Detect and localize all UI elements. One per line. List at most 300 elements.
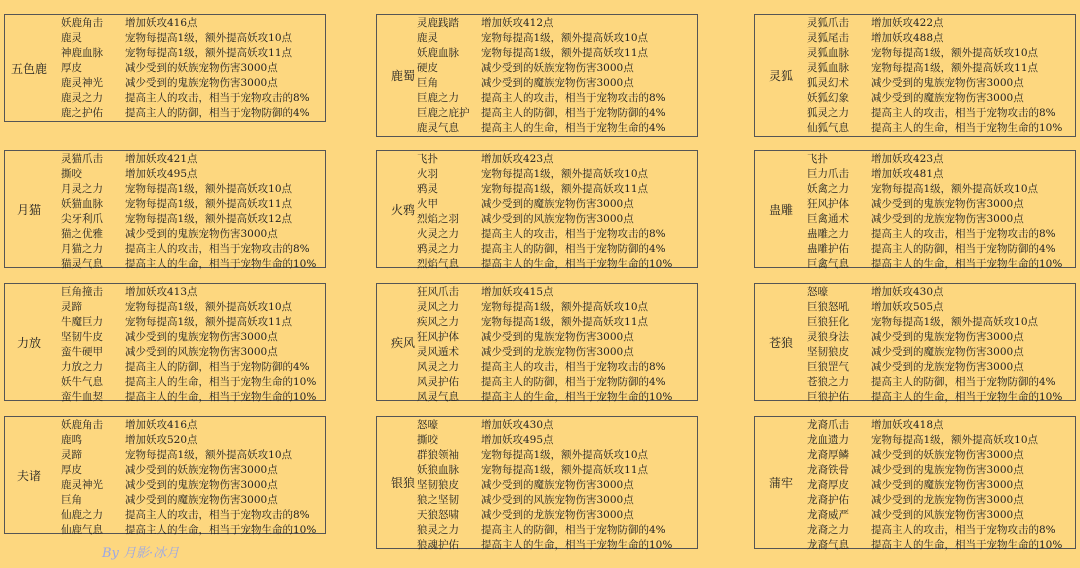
skill-row [61,197,316,212]
skill-row [417,478,672,493]
skill-row [807,300,1062,315]
skill-row [417,508,672,523]
skill-name: 狐灵之力 [807,107,849,119]
skill-row [807,76,1062,91]
skill-row [61,16,310,31]
skill-row [807,182,1062,197]
skill-name: 巨禽通术 [807,213,849,225]
skill-effect: 增加妖攻415点 [481,286,554,298]
skill-effect: 宠物每提高1级，额外提高妖攻10点 [125,449,293,461]
skill-name: 妖鹿角击 [61,17,103,29]
skill-name: 灵蹄 [61,301,82,313]
skill-effect: 提高主人的攻击，相当于宠物攻击的8% [125,92,310,104]
skill-row [417,121,666,136]
skill-effect: 增加妖攻418点 [871,419,944,431]
skill-name: 灵狐血脉 [807,62,849,74]
pet-name: 力放 [16,335,41,350]
skill-row [807,242,1062,257]
skill-name: 龙裔厚鳞 [807,449,849,461]
skill-row [417,330,672,345]
skill-row [417,61,666,76]
pet-name: 蒲牢 [768,476,793,490]
skill-row [807,463,1062,478]
skill-effect: 宠物每提高1级，额外提高妖攻11点 [481,47,649,59]
skill-list [807,16,1062,136]
skill-row [61,212,316,227]
skill-row [417,345,672,360]
pet-name: 苍狼 [768,335,793,350]
skill-row [417,538,672,553]
skill-effect: 减少受到的鬼族宠物伤害3000点 [871,331,1024,343]
skill-row [807,523,1062,538]
skill-effect: 增加妖攻423点 [871,153,944,165]
skill-row [61,493,316,508]
skill-effect: 提高主人的防御，相当于宠物防御的4% [481,243,666,255]
skill-name: 龙裔气息 [807,539,849,551]
skill-effect: 减少受到的风族宠物伤害3000点 [481,494,634,506]
skill-effect: 提高主人的攻击，相当于宠物攻击的8% [481,361,666,373]
skill-effect: 减少受到的龙族宠物伤害3000点 [871,494,1024,506]
skill-name: 飞扑 [807,153,828,165]
skill-name: 巨角撞击 [61,286,103,298]
skill-row [61,508,316,523]
skill-effect: 减少受到的魔族宠物伤害3000点 [871,346,1024,358]
skill-effect: 宠物每提高1级，额外提高妖攻10点 [481,32,649,44]
skill-name: 龙血遗力 [807,434,849,446]
skill-row [417,300,672,315]
skill-effect: 提高主人的生命，相当于宠物生命的10% [481,539,673,551]
skill-effect: 宠物每提高1级，额外提高妖攻11点 [481,183,649,195]
skill-name: 群狼领袖 [417,449,459,461]
skill-name: 月灵之力 [61,183,103,195]
skill-row [417,493,672,508]
skill-name: 巨角 [417,77,438,89]
skill-row [807,375,1062,390]
skill-name: 仙鹿之力 [61,509,103,521]
skill-name: 鸦灵 [417,183,438,195]
skill-name: 猫之优雅 [61,228,103,240]
skill-effect: 增加妖攻416点 [125,419,198,431]
skill-row [61,315,316,330]
skill-name: 风灵护佑 [417,376,459,388]
skill-row [417,227,672,242]
skill-row [417,523,672,538]
skill-name: 灵狼身法 [807,331,849,343]
skill-row [61,448,316,463]
skill-name: 狂风爪击 [417,286,459,298]
skill-effect: 减少受到的魔族宠物伤害3000点 [871,92,1024,104]
pet-box-wuselu [4,14,326,122]
skill-row [61,418,316,433]
skill-row [61,330,316,345]
pet-box-canglang [754,283,1076,401]
skill-effect: 提高主人的攻击，相当于宠物攻击的8% [871,107,1056,119]
skill-row [417,390,672,405]
skill-effect: 提高主人的攻击，相当于宠物攻击的8% [125,243,310,255]
skill-name: 力放之力 [61,361,103,373]
skill-name: 蛊雕护佑 [807,243,849,255]
skill-row [807,91,1062,106]
pet-name: 蛊雕 [768,202,793,217]
skill-row [417,106,666,121]
skill-name: 狂风护体 [417,331,459,343]
skill-name: 龙裔爪击 [807,419,849,431]
skill-list [807,285,1062,405]
skill-name: 龙裔护佑 [807,494,849,506]
skill-name: 妖鹿血脉 [417,47,459,59]
skill-row [807,433,1062,448]
skill-name: 鹿鸣 [61,434,82,446]
skill-effect: 提高主人的生命，相当于宠物生命的10% [871,539,1063,551]
pet-box-lifang [4,283,326,401]
skill-row [61,285,316,300]
skill-effect: 增加妖攻412点 [481,17,554,29]
skill-row [807,212,1062,227]
skill-effect: 宠物每提高1级，额外提高妖攻10点 [481,168,649,180]
skill-name: 猫灵气息 [61,258,103,270]
skill-effect: 减少受到的鬼族宠物伤害3000点 [871,77,1024,89]
skill-row [807,448,1062,463]
skill-row [417,212,672,227]
skill-row [417,182,672,197]
skill-name: 鸦灵之力 [417,243,459,255]
skill-effect: 减少受到的魔族宠物伤害3000点 [481,77,634,89]
skill-effect: 减少受到的魔族宠物伤害3000点 [481,479,634,491]
skill-list [807,152,1062,272]
skill-row [807,538,1062,553]
skill-row [61,242,316,257]
skill-row [807,31,1062,46]
skill-name: 灵猫爪击 [61,153,103,165]
skill-effect: 宠物每提高1级，额外提高妖攻10点 [871,47,1039,59]
skill-name: 牛魔巨力 [61,316,103,328]
skill-name: 妖猫血脉 [61,198,103,210]
skill-row [807,285,1062,300]
skill-effect: 宠物每提高1级，额外提高妖攻11点 [871,62,1039,74]
skill-effect: 减少受到的风族宠物伤害3000点 [871,509,1024,521]
pet-box-linghu [754,14,1076,137]
skill-effect: 宠物每提高1级，额外提高妖攻10点 [125,301,293,313]
skill-row [61,433,316,448]
skill-name: 妖狐幻象 [807,92,849,104]
skill-effect: 提高主人的防御，相当于宠物防御的4% [871,376,1056,388]
skill-row [417,197,672,212]
skill-effect: 宠物每提高1级，额外提高妖攻10点 [871,316,1039,328]
skill-name: 蛮牛血契 [61,391,103,403]
skill-name: 巨鹿之力 [417,92,459,104]
pet-box-yuemao [4,150,326,268]
skill-effect: 宠物每提高1级，额外提高妖攻11点 [481,316,649,328]
pet-box-yinlang [376,416,698,549]
skill-effect: 增加妖攻488点 [871,32,944,44]
skill-effect: 减少受到的鬼族宠物伤害3000点 [871,198,1024,210]
skill-row [807,167,1062,182]
skill-row [807,493,1062,508]
skill-effect: 提高主人的生命，相当于宠物生命的10% [871,122,1063,134]
skill-name: 神鹿血脉 [61,47,103,59]
skill-row [417,463,672,478]
skill-name: 怒嚎 [807,286,828,298]
skill-effect: 增加妖攻481点 [871,168,944,180]
skill-row [417,242,672,257]
skill-row [61,106,310,121]
skill-name: 撕咬 [417,434,438,446]
pet-box-gudiao [754,150,1076,268]
skill-name: 妖狼血脉 [417,464,459,476]
pet-name: 月猫 [16,202,41,217]
skill-effect: 减少受到的鬼族宠物伤害3000点 [125,331,278,343]
skill-row [61,46,310,61]
skill-name: 火甲 [417,198,438,210]
skill-effect: 提高主人的生命，相当于宠物生命的10% [871,258,1063,270]
skill-name: 鹿之护佑 [61,107,103,119]
skill-row [61,167,316,182]
skill-effect: 提高主人的生命，相当于宠物生命的4% [481,122,666,134]
skill-effect: 增加妖攻421点 [125,153,198,165]
skill-name: 妖禽之力 [807,183,849,195]
skill-effect: 减少受到的鬼族宠物伤害3000点 [481,331,634,343]
skill-row [807,257,1062,272]
skill-effect: 提高主人的防御，相当于宠物防御的4% [125,107,310,119]
skill-effect: 宠物每提高1级，额外提高妖攻10点 [871,183,1039,195]
skill-effect: 提高主人的攻击，相当于宠物攻击的8% [481,228,666,240]
skill-effect: 提高主人的防御，相当于宠物防御的4% [481,107,666,119]
skill-name: 龙裔铁骨 [807,464,849,476]
skill-list [417,418,672,553]
skill-effect: 宠物每提高1级，额外提高妖攻10点 [481,449,649,461]
skill-effect: 减少受到的龙族宠物伤害3000点 [481,509,634,521]
skill-name: 灵蹄 [61,449,82,461]
author-credit: By 月影·冰月 [102,546,180,561]
skill-row [807,106,1062,121]
skill-effect: 减少受到的龙族宠物伤害3000点 [481,346,634,358]
skill-row [61,390,316,405]
skill-name: 苍狼之力 [807,376,849,388]
skill-name: 巨鹿之庇护 [417,107,470,119]
skill-effect: 宠物每提高1级，额外提高妖攻11点 [125,47,293,59]
skill-name: 灵狐爪击 [807,17,849,29]
skill-row [807,508,1062,523]
skill-effect: 减少受到的龙族宠物伤害3000点 [871,213,1024,225]
skill-effect: 提高主人的生命，相当于宠物生命的10% [125,524,317,536]
skill-effect: 增加妖攻430点 [481,419,554,431]
skill-effect: 提高主人的生命，相当于宠物生命的10% [125,376,317,388]
skill-effect: 宠物每提高1级，额外提高妖攻12点 [125,213,293,225]
skill-name: 坚韧狼皮 [807,346,849,358]
skill-effect: 减少受到的鬼族宠物伤害3000点 [125,479,278,491]
skill-list [61,152,316,272]
skill-row [807,345,1062,360]
skill-effect: 宠物每提高1级，额外提高妖攻10点 [481,301,649,313]
pet-box-lushu [376,14,698,137]
pet-name: 灵狐 [768,69,793,83]
skill-name: 狂风护体 [807,198,849,210]
skill-name: 巨力爪击 [807,168,849,180]
skill-name: 巨狼狂化 [807,316,849,328]
skill-name: 灵鹿践踏 [417,17,459,29]
pet-box-fuzhu [4,416,326,534]
skill-row [807,330,1062,345]
pet-name: 火鸦 [390,202,415,217]
pet-box-pulao [754,416,1076,549]
skill-row [61,152,316,167]
skill-effect: 增加妖攻505点 [871,301,944,313]
skill-row [417,285,672,300]
skill-name: 天狼怒啸 [417,509,459,521]
skill-name: 仙狐气息 [807,122,849,134]
skill-name: 鹿灵之力 [61,92,103,104]
skill-list [417,285,672,405]
skill-row [807,16,1062,31]
skill-effect: 提高主人的防御，相当于宠物防御的4% [481,524,666,536]
skill-row [61,31,310,46]
skill-row [807,121,1062,136]
pet-box-huoya [376,150,698,268]
skill-list [807,418,1062,553]
skill-row [61,345,316,360]
skill-row [417,360,672,375]
skill-name: 巨禽气息 [807,258,849,270]
skill-name: 火灵之力 [417,228,459,240]
skill-name: 风灵气息 [417,391,459,403]
skill-name: 硬皮 [417,62,438,74]
skill-effect: 减少受到的龙族宠物伤害3000点 [871,361,1024,373]
skill-name: 巨狼护佑 [807,391,849,403]
skill-row [61,360,316,375]
skill-name: 龙裔之力 [807,524,849,536]
skill-name: 蛊雕之力 [807,228,849,240]
skill-name: 狐灵幻术 [807,77,849,89]
skill-row [807,418,1062,433]
skill-name: 月猫之力 [61,243,103,255]
skill-effect: 提高主人的防御，相当于宠物防御的4% [125,361,310,373]
skill-name: 鹿灵神光 [61,77,103,89]
skill-effect: 宠物每提高1级，额外提高妖攻11点 [125,198,293,210]
pet-name: 夫诸 [16,468,41,483]
skill-row [417,76,666,91]
skill-effect: 提高主人的生命，相当于宠物生命的10% [871,391,1063,403]
skill-name: 坚韧狼皮 [417,479,459,491]
skill-row [417,91,666,106]
skill-effect: 增加妖攻423点 [481,153,554,165]
skill-effect: 减少受到的鬼族宠物伤害3000点 [125,77,278,89]
skill-name: 龙裔威严 [807,509,849,521]
skill-effect: 提高主人的攻击，相当于宠物攻击的8% [481,92,666,104]
skill-effect: 减少受到的妖族宠物伤害3000点 [481,62,634,74]
pet-name: 疾风 [390,335,415,350]
skill-effect: 提高主人的防御，相当于宠物防御的4% [481,376,666,388]
skill-effect: 提高主人的生命，相当于宠物生命的10% [481,391,673,403]
skill-effect: 提高主人的攻击，相当于宠物攻击的8% [871,524,1056,536]
skill-effect: 增加妖攻416点 [125,17,198,29]
skill-row [417,167,672,182]
skill-name: 狼魂护佑 [417,539,459,551]
skill-effect: 提高主人的生命，相当于宠物生命的10% [125,391,317,403]
skill-row [417,46,666,61]
skill-effect: 减少受到的妖族宠物伤害3000点 [125,62,278,74]
skill-effect: 减少受到的鬼族宠物伤害3000点 [871,464,1024,476]
skill-name: 蛮牛硬甲 [61,346,103,358]
skill-row [417,418,672,433]
pet-name: 银狼 [390,476,415,490]
skill-effect: 宠物每提高1级，额外提高妖攻11点 [481,464,649,476]
skill-row [807,478,1062,493]
skill-name: 灵风遁术 [417,346,459,358]
skill-row [61,300,316,315]
skill-name: 尖牙利爪 [61,213,103,225]
skill-row [807,61,1062,76]
skill-effect: 宠物每提高1级，额外提高妖攻10点 [125,32,293,44]
skill-name: 厚皮 [61,62,82,74]
skill-effect: 减少受到的妖族宠物伤害3000点 [871,449,1024,461]
skill-name: 龙裔厚皮 [807,479,849,491]
pet-box-jifeng [376,283,698,401]
skill-name: 怒嚎 [417,419,438,431]
skill-list [61,285,316,405]
skill-effect: 提高主人的攻击，相当于宠物攻击的8% [125,509,310,521]
skill-effect: 提高主人的生命，相当于宠物生命的10% [481,258,673,270]
skill-row [61,182,316,197]
skill-effect: 提高主人的生命，相当于宠物生命的10% [125,258,317,270]
skill-effect: 宠物每提高1级，额外提高妖攻10点 [871,434,1039,446]
skill-name: 仙鹿气息 [61,524,103,536]
skill-row [61,227,316,242]
pet-name: 五色鹿 [10,61,47,76]
skill-effect: 增加妖攻413点 [125,286,198,298]
skill-effect: 增加妖攻520点 [125,434,198,446]
skill-name: 烈焰之羽 [417,213,459,225]
skill-name: 鹿灵气息 [417,122,459,134]
skill-effect: 减少受到的妖族宠物伤害3000点 [125,464,278,476]
skill-row [807,152,1062,167]
skill-effect: 增加妖攻495点 [125,168,198,180]
skill-name: 灵狐血脉 [807,47,849,59]
skill-name: 鹿灵神光 [61,479,103,491]
skill-row [807,315,1062,330]
skill-row [807,360,1062,375]
skill-row [61,478,316,493]
skill-name: 鹿灵 [61,32,82,44]
skill-effect: 增加妖攻430点 [871,286,944,298]
skill-row [61,523,316,538]
skill-row [807,227,1062,242]
skill-effect: 宠物每提高1级，额外提高妖攻10点 [125,183,293,195]
skill-effect: 增加妖攻495点 [481,434,554,446]
skill-effect: 减少受到的鬼族宠物伤害3000点 [125,228,278,240]
skill-name: 狼灵之力 [417,524,459,536]
skill-row [417,448,672,463]
skill-name: 狼之坚韧 [417,494,459,506]
skill-row [417,152,672,167]
skill-row [807,197,1062,212]
skill-row [417,315,672,330]
skill-row [61,463,316,478]
skill-effect: 增加妖攻422点 [871,17,944,29]
skill-name: 撕咬 [61,168,82,180]
skill-name: 烈焰气息 [417,258,459,270]
skill-effect: 宠物每提高1级，额外提高妖攻11点 [125,316,293,328]
skill-row [61,61,310,76]
skill-name: 妖牛气息 [61,376,103,388]
skill-list [417,16,666,136]
skill-name: 飞扑 [417,153,438,165]
skill-row [807,390,1062,405]
pet-name: 鹿蜀 [390,69,415,83]
skill-effect: 减少受到的魔族宠物伤害3000点 [871,479,1024,491]
skill-effect: 减少受到的风族宠物伤害3000点 [481,213,634,225]
skill-effect: 减少受到的风族宠物伤害3000点 [125,346,278,358]
skill-row [417,16,666,31]
